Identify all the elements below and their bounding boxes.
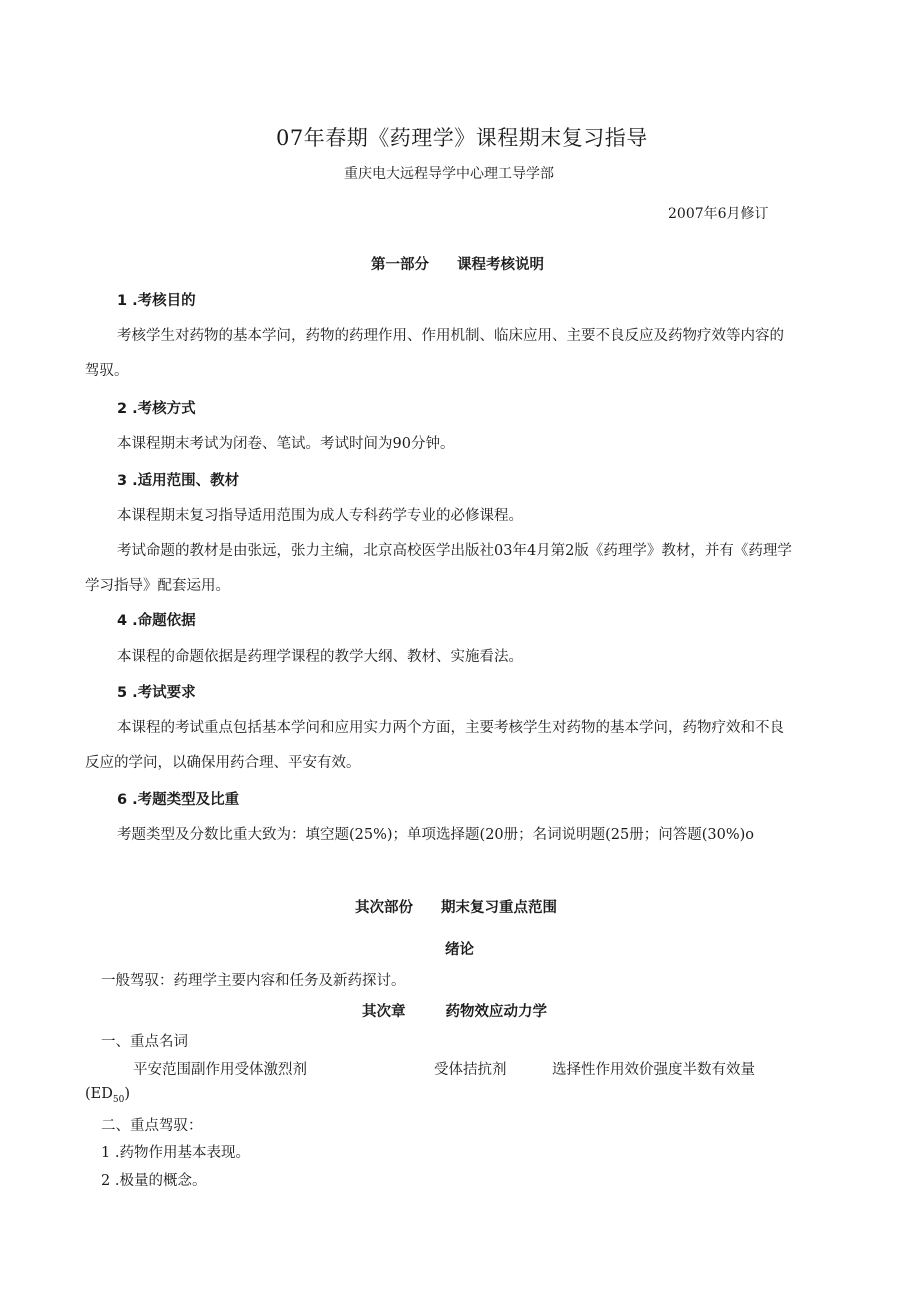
chapter2-heading (362, 1000, 547, 1021)
section3-line2: 考试命题的教材是由张远，张力主编，北京高校医学出版社03年4月第2版《药理学》教材，并有《药理学 (117, 543, 792, 559)
key-terms-label: 一、重点名词 (101, 1034, 188, 1050)
key-terms-group-a: 平安范围副作用受体激烈剂 (133, 1062, 307, 1078)
ed50-prefix: (ED (85, 1086, 113, 1102)
part1-heading-text: 课程考核说明 (457, 257, 544, 273)
section1-line1: 考核学生对药物的基本学问，药物的药理作用、作用机制、临床应用、主要不良反应及药物疗效等内容的 (117, 328, 784, 344)
introduction-title: 绪论 (445, 942, 474, 958)
part2-heading (355, 896, 557, 917)
part1-heading-number: 第一部分 (371, 257, 429, 273)
section6-title: 6 .考题类型及比重 (117, 792, 240, 808)
section5-title: 5 .考试要求 (117, 685, 196, 701)
ed50-subscript: 50 (112, 1094, 125, 1105)
document-subtitle: 重庆电大远程导学中心理工导学部 (344, 166, 554, 182)
section3-title: 3 .适用范围、教材 (117, 473, 240, 489)
chapter2-number: 其次章 (362, 1004, 406, 1020)
mastery-item-1: 1 .药物作用基本表现。 (101, 1145, 250, 1161)
key-terms-group-c: 选择性作用效价强度半数有效量 (552, 1062, 755, 1078)
part2-heading-text: 期末复习重点范围 (441, 900, 557, 916)
key-mastery-label: 二、重点驾驭： (101, 1118, 203, 1134)
section1-title: 1 .考核目的 (117, 293, 196, 309)
ed50-term (85, 1086, 130, 1105)
revision-date: 2007年6月修订 (668, 206, 769, 222)
section1-line2: 驾驭。 (85, 363, 129, 379)
key-terms-group-b: 受体拮抗剂 (434, 1062, 507, 1078)
section2-line1: 本课程期末考试为闭卷、笔试。考试时间为90分钟。 (117, 436, 455, 452)
mastery-item-2: 2 .极量的概念。 (101, 1173, 207, 1189)
part2-heading-number: 其次部份 (355, 900, 413, 916)
section4-line1: 本课程的命题依据是药理学课程的教学大纲、教材、实施看法。 (117, 649, 523, 665)
section3-line3: 学习指导》配套运用。 (85, 578, 230, 594)
introduction-line: 一般驾驭：药理学主要内容和任务及新药探讨。 (101, 973, 406, 989)
section5-line2: 反应的学问，以确保用药合理、平安有效。 (85, 755, 361, 771)
section5-line1: 本课程的考试重点包括基本学问和应用实力两个方面，主要考核学生对药物的基本学问，药物疗效和不良 (117, 720, 784, 736)
document-title: 07年春期《药理学》课程期末复习指导 (276, 126, 648, 150)
section6-line1: 考题类型及分数比重大致为：填空题(25%)；单项选择题(20册；名词说明题(25册；问答题(30%)o (117, 827, 755, 843)
section3-line1: 本课程期末复习指导适用范围为成人专科药学专业的必修课程。 (117, 508, 523, 524)
chapter2-title: 药物效应动力学 (445, 1004, 547, 1020)
part1-heading (371, 253, 544, 274)
section4-title: 4 .命题依据 (117, 613, 196, 629)
section2-title: 2 .考核方式 (117, 401, 196, 417)
ed50-suffix: ) (124, 1086, 130, 1102)
